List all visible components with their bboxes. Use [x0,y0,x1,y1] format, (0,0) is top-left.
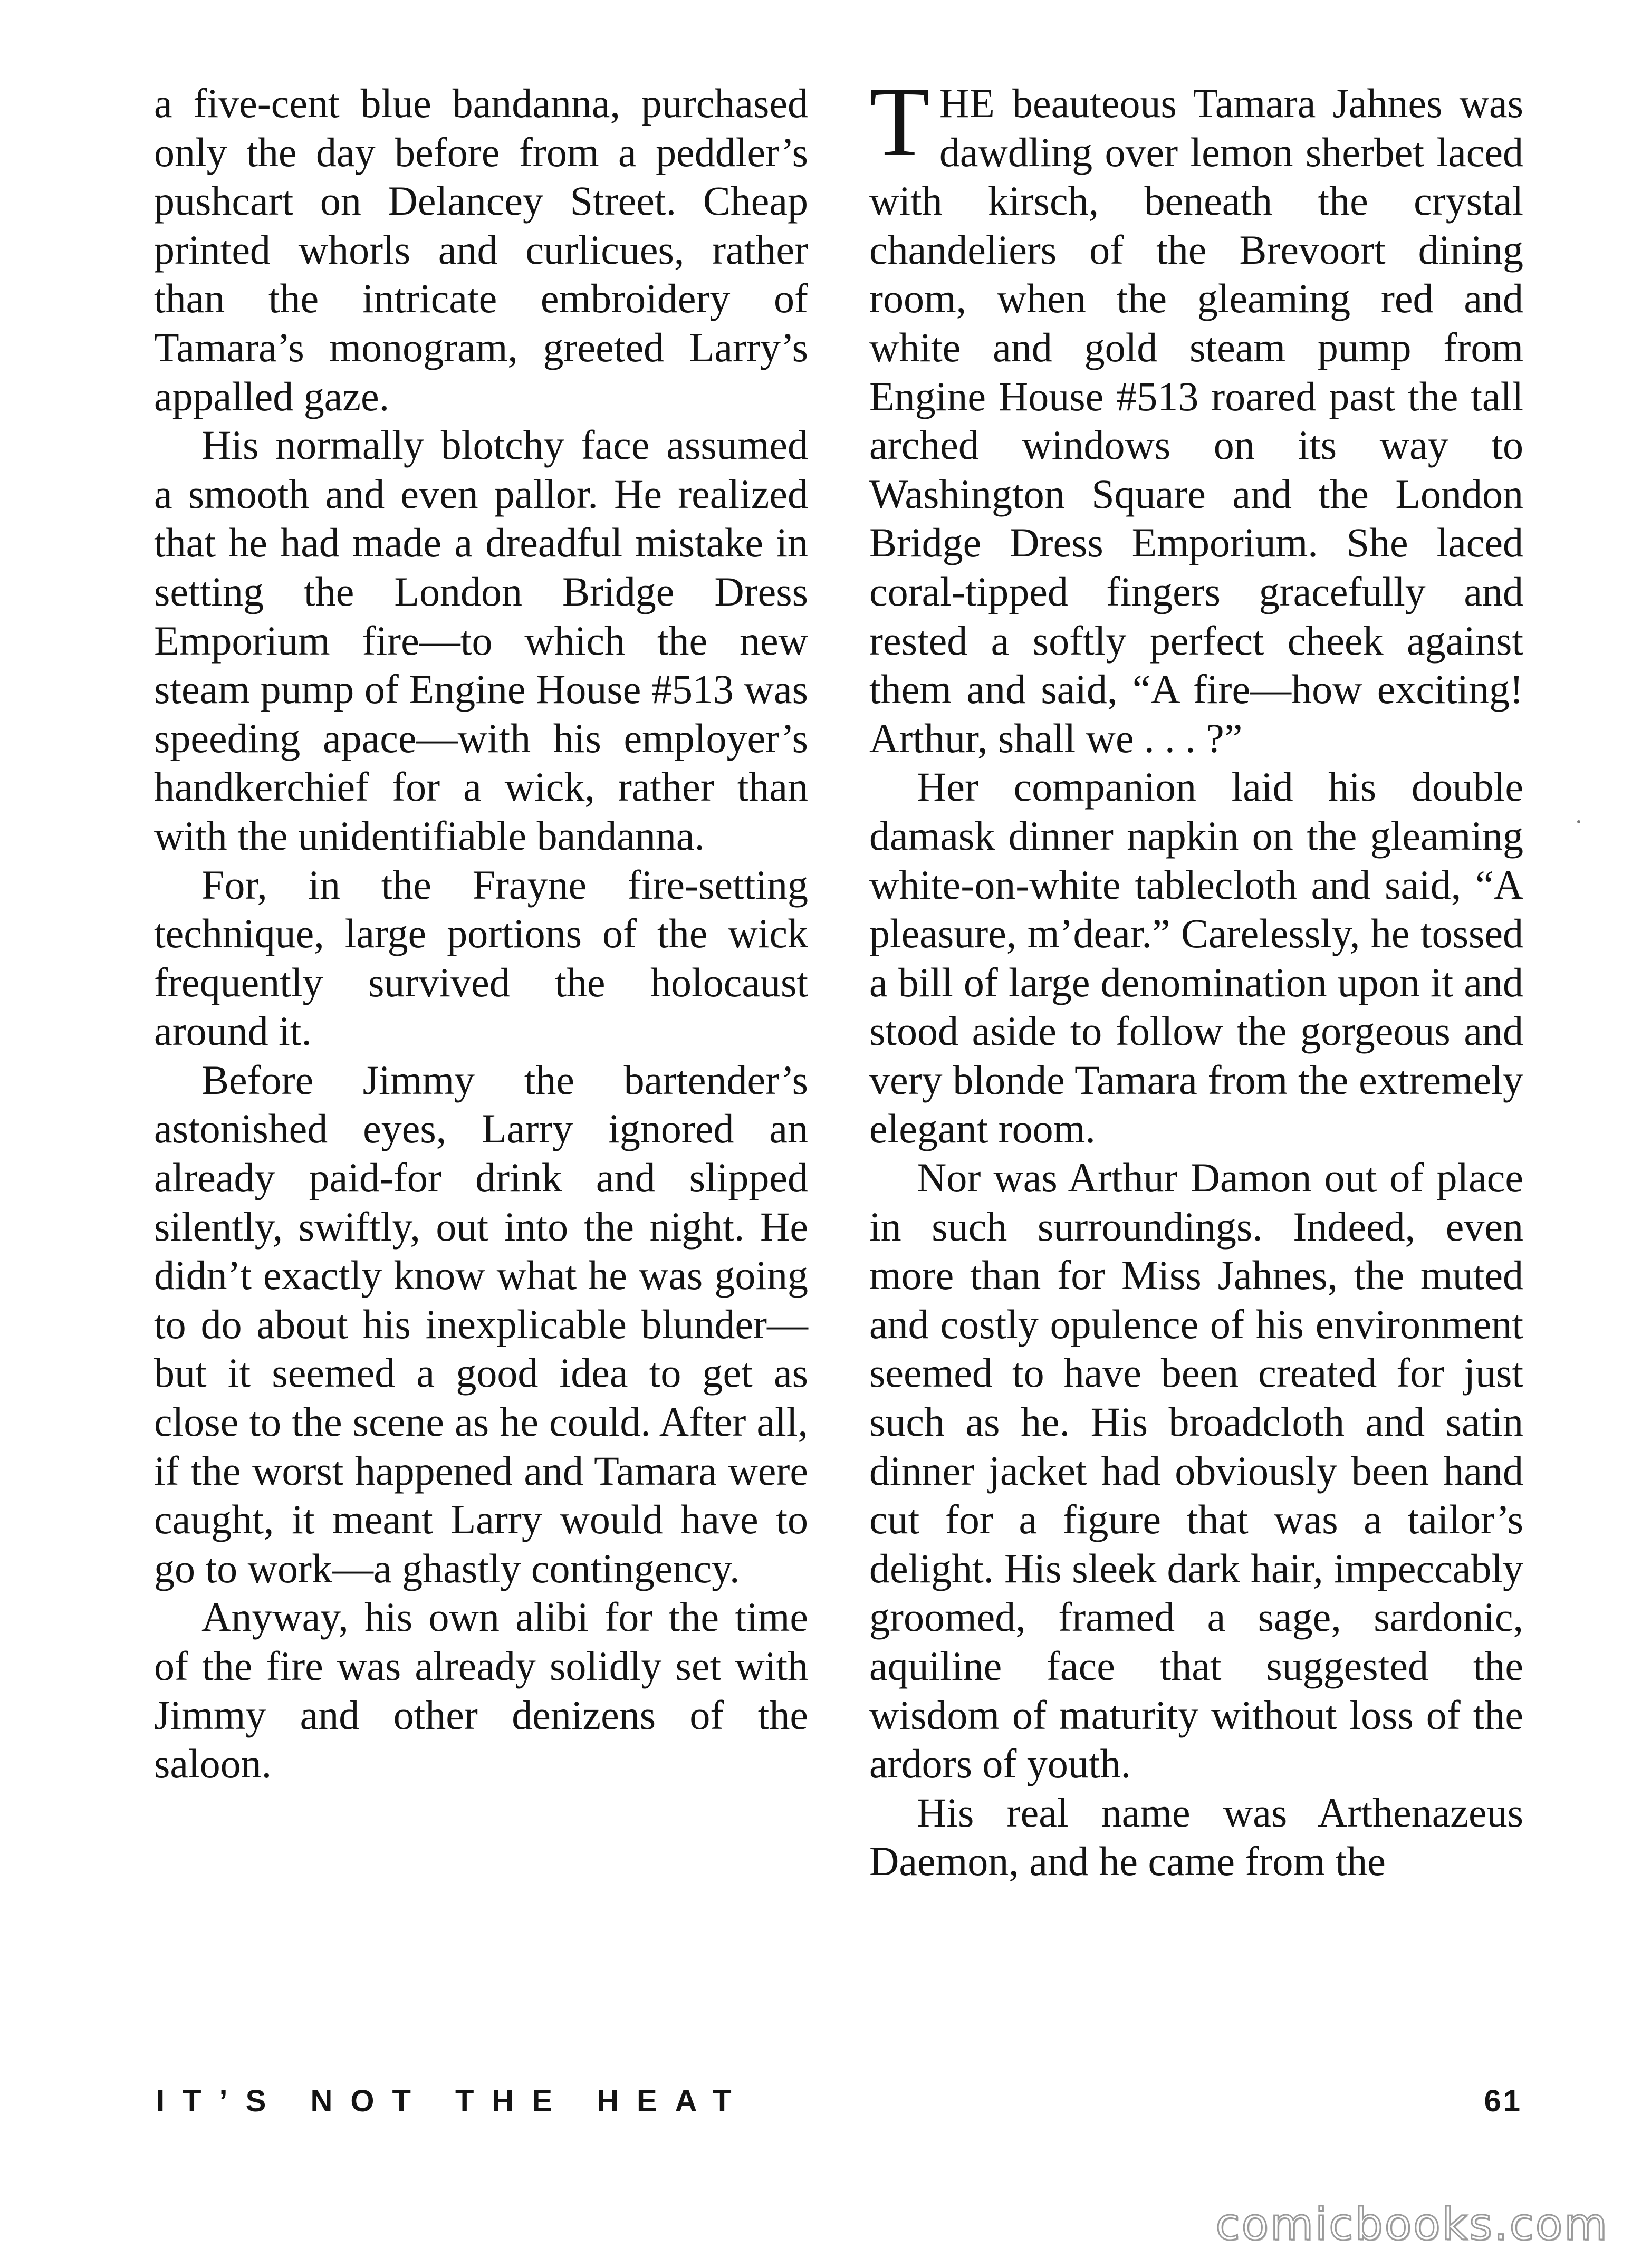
drop-cap: T [869,66,930,177]
paragraph: Anyway, his own alibi for the time of the fire was already solidly set with Jimmy and other denizens of the saloon. [154,1594,808,1787]
running-head: IT’S NOT THE HEAT [156,2084,750,2118]
opening-lead-word: HE [939,80,995,126]
paragraph: Nor was Arthur Damon out of place in such surroundings. Indeed, even more than for Miss Jahnes, the muted and costly opulence of his environment seemed to have been created for just such as he. His broadcloth and satin dinner jacket had obviously been hand cut for a figure that was a tailor’s delight. His sleek dark hair, impeccably groomed, framed a sage, sardonic, aquiline face that suggested the wisdom of maturity without loss of the ardors of youth. [869,1155,1523,1787]
opening-paragraph-text: beauteous Tamara Jahnes was dawdling over lemon sherbet laced with kirsch, beneath the crystal chandeliers of the Brevoort dining room, when the gleaming red and white and gold steam pump from Engine House #513 roared past the tall arched windows on its way to Washington Square and the London Bridge Dress Emporium. She laced coral-tipped fingers gracefully and rested a softly perfect cheek against them and said, “A fire—how exciting! Arthur, shall we . . . ?” [869,80,1523,761]
paragraph: Her companion laid his double damask dinner napkin on the gleaming white-on-white tablecloth and said, “A pleasure, m’dear.” Carelessly, he tossed a bill of large denomination upon it and stood aside to follow the gorgeous and very blonde Tamara from the extremely elegant room. [869,764,1523,1152]
page-number: 61 [1484,2084,1522,2118]
paragraph: For, in the Frayne fire-setting technique, large portions of the wick frequently survived the holocaust around it. [154,861,808,1054]
opening-paragraph [869,66,1523,763]
paragraph: His real name was Arthenazeus Daemon, and he came from the [869,1789,1523,1885]
print-speck [1577,820,1580,823]
paragraph: His normally blotchy face assumed a smooth and even pallor. He realized that he had made a dreadful mistake in setting the London Bridge Dress Emporium fire—to which the new steam pump of Engine House #513 was speeding apace—with his employer’s handkerchief for a wick, rather than with the unidentifiable bandanna. [154,422,808,859]
paragraph: Before Jimmy the bartender’s astonished eyes, Larry ignored an already paid-for drink and slipped silently, swiftly, out into the night. He didn’t exactly know what he was going to do about his inexplicable blunder—but it seemed a good idea to get as close to the scene as he could. After all, if the worst happened and Tamara were caught, it meant Larry would have to go to work—a ghastly contingency. [154,1056,808,1591]
right-text-column [869,66,1523,1886]
paragraph: a five-cent blue bandanna, purchased only the day before from a peddler’s pushcart on Delancey Street. Cheap printed whorls and curlicues, rather than the intricate embroidery of Tamara’s monogram, greeted Larry’s appalled gaze. [154,80,808,419]
page-footer [156,2083,1522,2136]
left-text-column [154,79,808,1789]
site-watermark: comicbooks.com [1215,2198,1609,2250]
